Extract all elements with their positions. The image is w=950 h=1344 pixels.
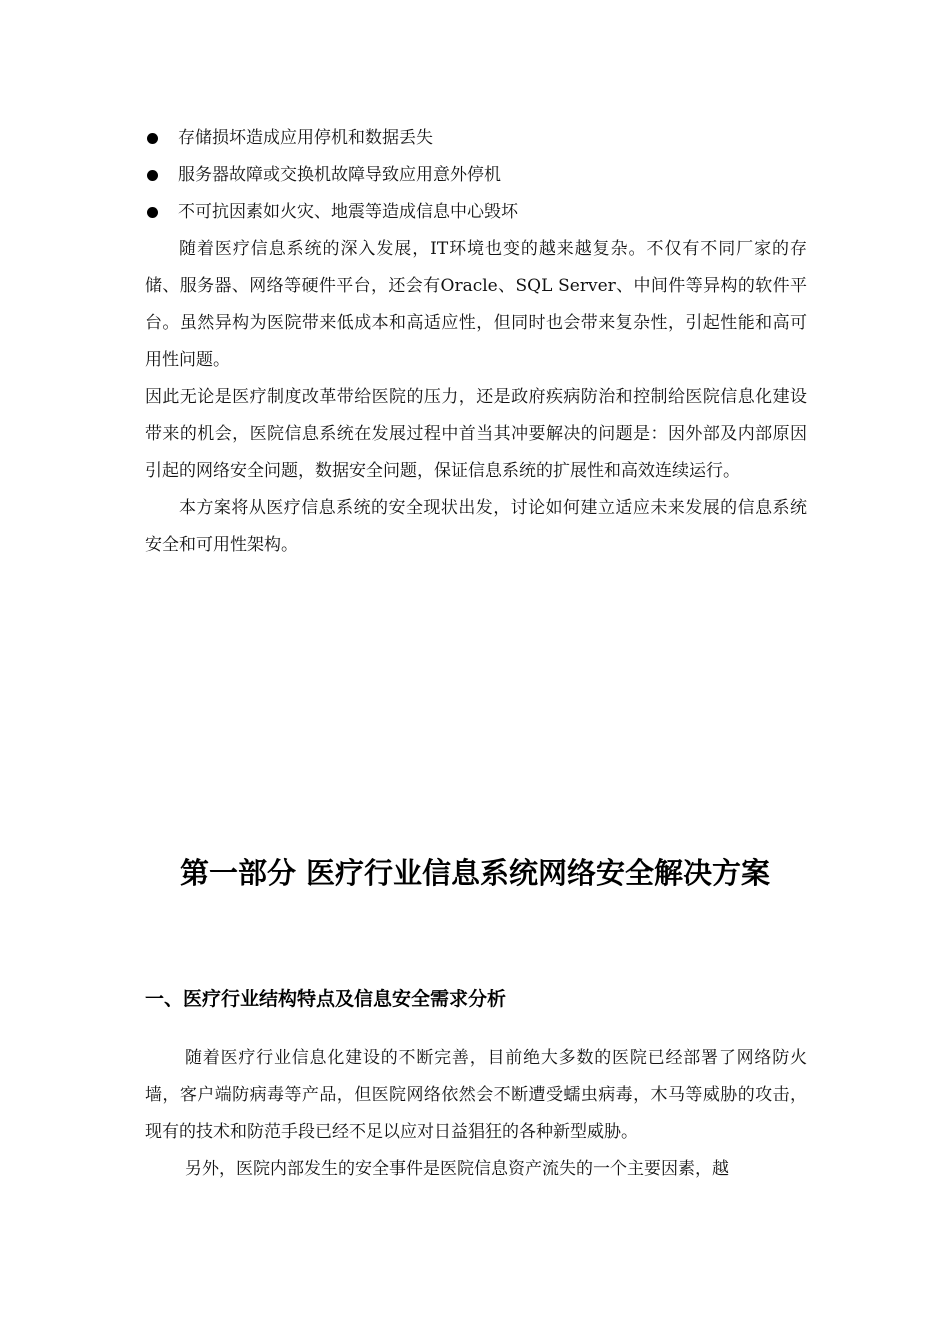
bullet-dot-icon — [147, 170, 158, 181]
paragraph-internal-threats: 另外，医院内部发生的安全事件是医院信息资产流失的一个主要因素，越 — [185, 1159, 729, 1179]
paragraph-scope: 本方案将从医疗信息系统的安全现状出发，讨论如何建立适应未来发展的信息系统安全和可用性架构。 — [145, 498, 807, 555]
section-content — [145, 1040, 807, 1188]
bullet-text: 服务器故障或交换机故障导致应用意外停机 — [178, 165, 501, 185]
paragraph-problem-statement: 因此无论是医疗制度改革带给医院的压力，还是政府疾病防治和控制给医院信息化建设带来的机会，医院信息系统在发展过程中首当其冲要解决的问题是：因外部及内部原因引起的网络安全问题，数据安全问题，保证信息系统的扩展性和高效连续运行。 — [145, 387, 807, 481]
intro-content — [145, 120, 807, 564]
bullet-text: 存储损坏造成应用停机和数据丢失 — [178, 128, 433, 148]
section-title: 一、医疗行业结构特点及信息安全需求分析 — [145, 988, 507, 1010]
list-item — [145, 120, 807, 157]
paragraph-current-status: 随着医疗行业信息化建设的不断完善，目前绝大多数的医院已经部署了网络防火墙，客户端防病毒等产品，但医院网络依然会不断遭受蠕虫病毒，木马等威胁的攻击，现有的技术和防范手段已经不足以应对日益猖狂的各种新型威胁。 — [145, 1048, 807, 1142]
risk-bullet-list — [145, 120, 807, 231]
bullet-text: 不可抗因素如火灾、地震等造成信息中心毁坏 — [178, 202, 518, 222]
bullet-dot-icon — [147, 133, 158, 144]
paragraph-it-environment: 随着医疗信息系统的深入发展，IT环境也变的越来越复杂。不仅有不同厂家的存储、服务器、网络等硬件平台，还会有Oracle、SQL Server、中间件等异构的软件平台。虽然异构为医院带来低成本和高适应性，但同时也会带来复杂性，引起性能和高可用性问题。 — [145, 239, 807, 370]
list-item — [145, 157, 807, 194]
bullet-dot-icon — [147, 207, 158, 218]
list-item — [145, 194, 807, 231]
part-title: 第一部分 医疗行业信息系统网络安全解决方案 — [179, 856, 771, 890]
